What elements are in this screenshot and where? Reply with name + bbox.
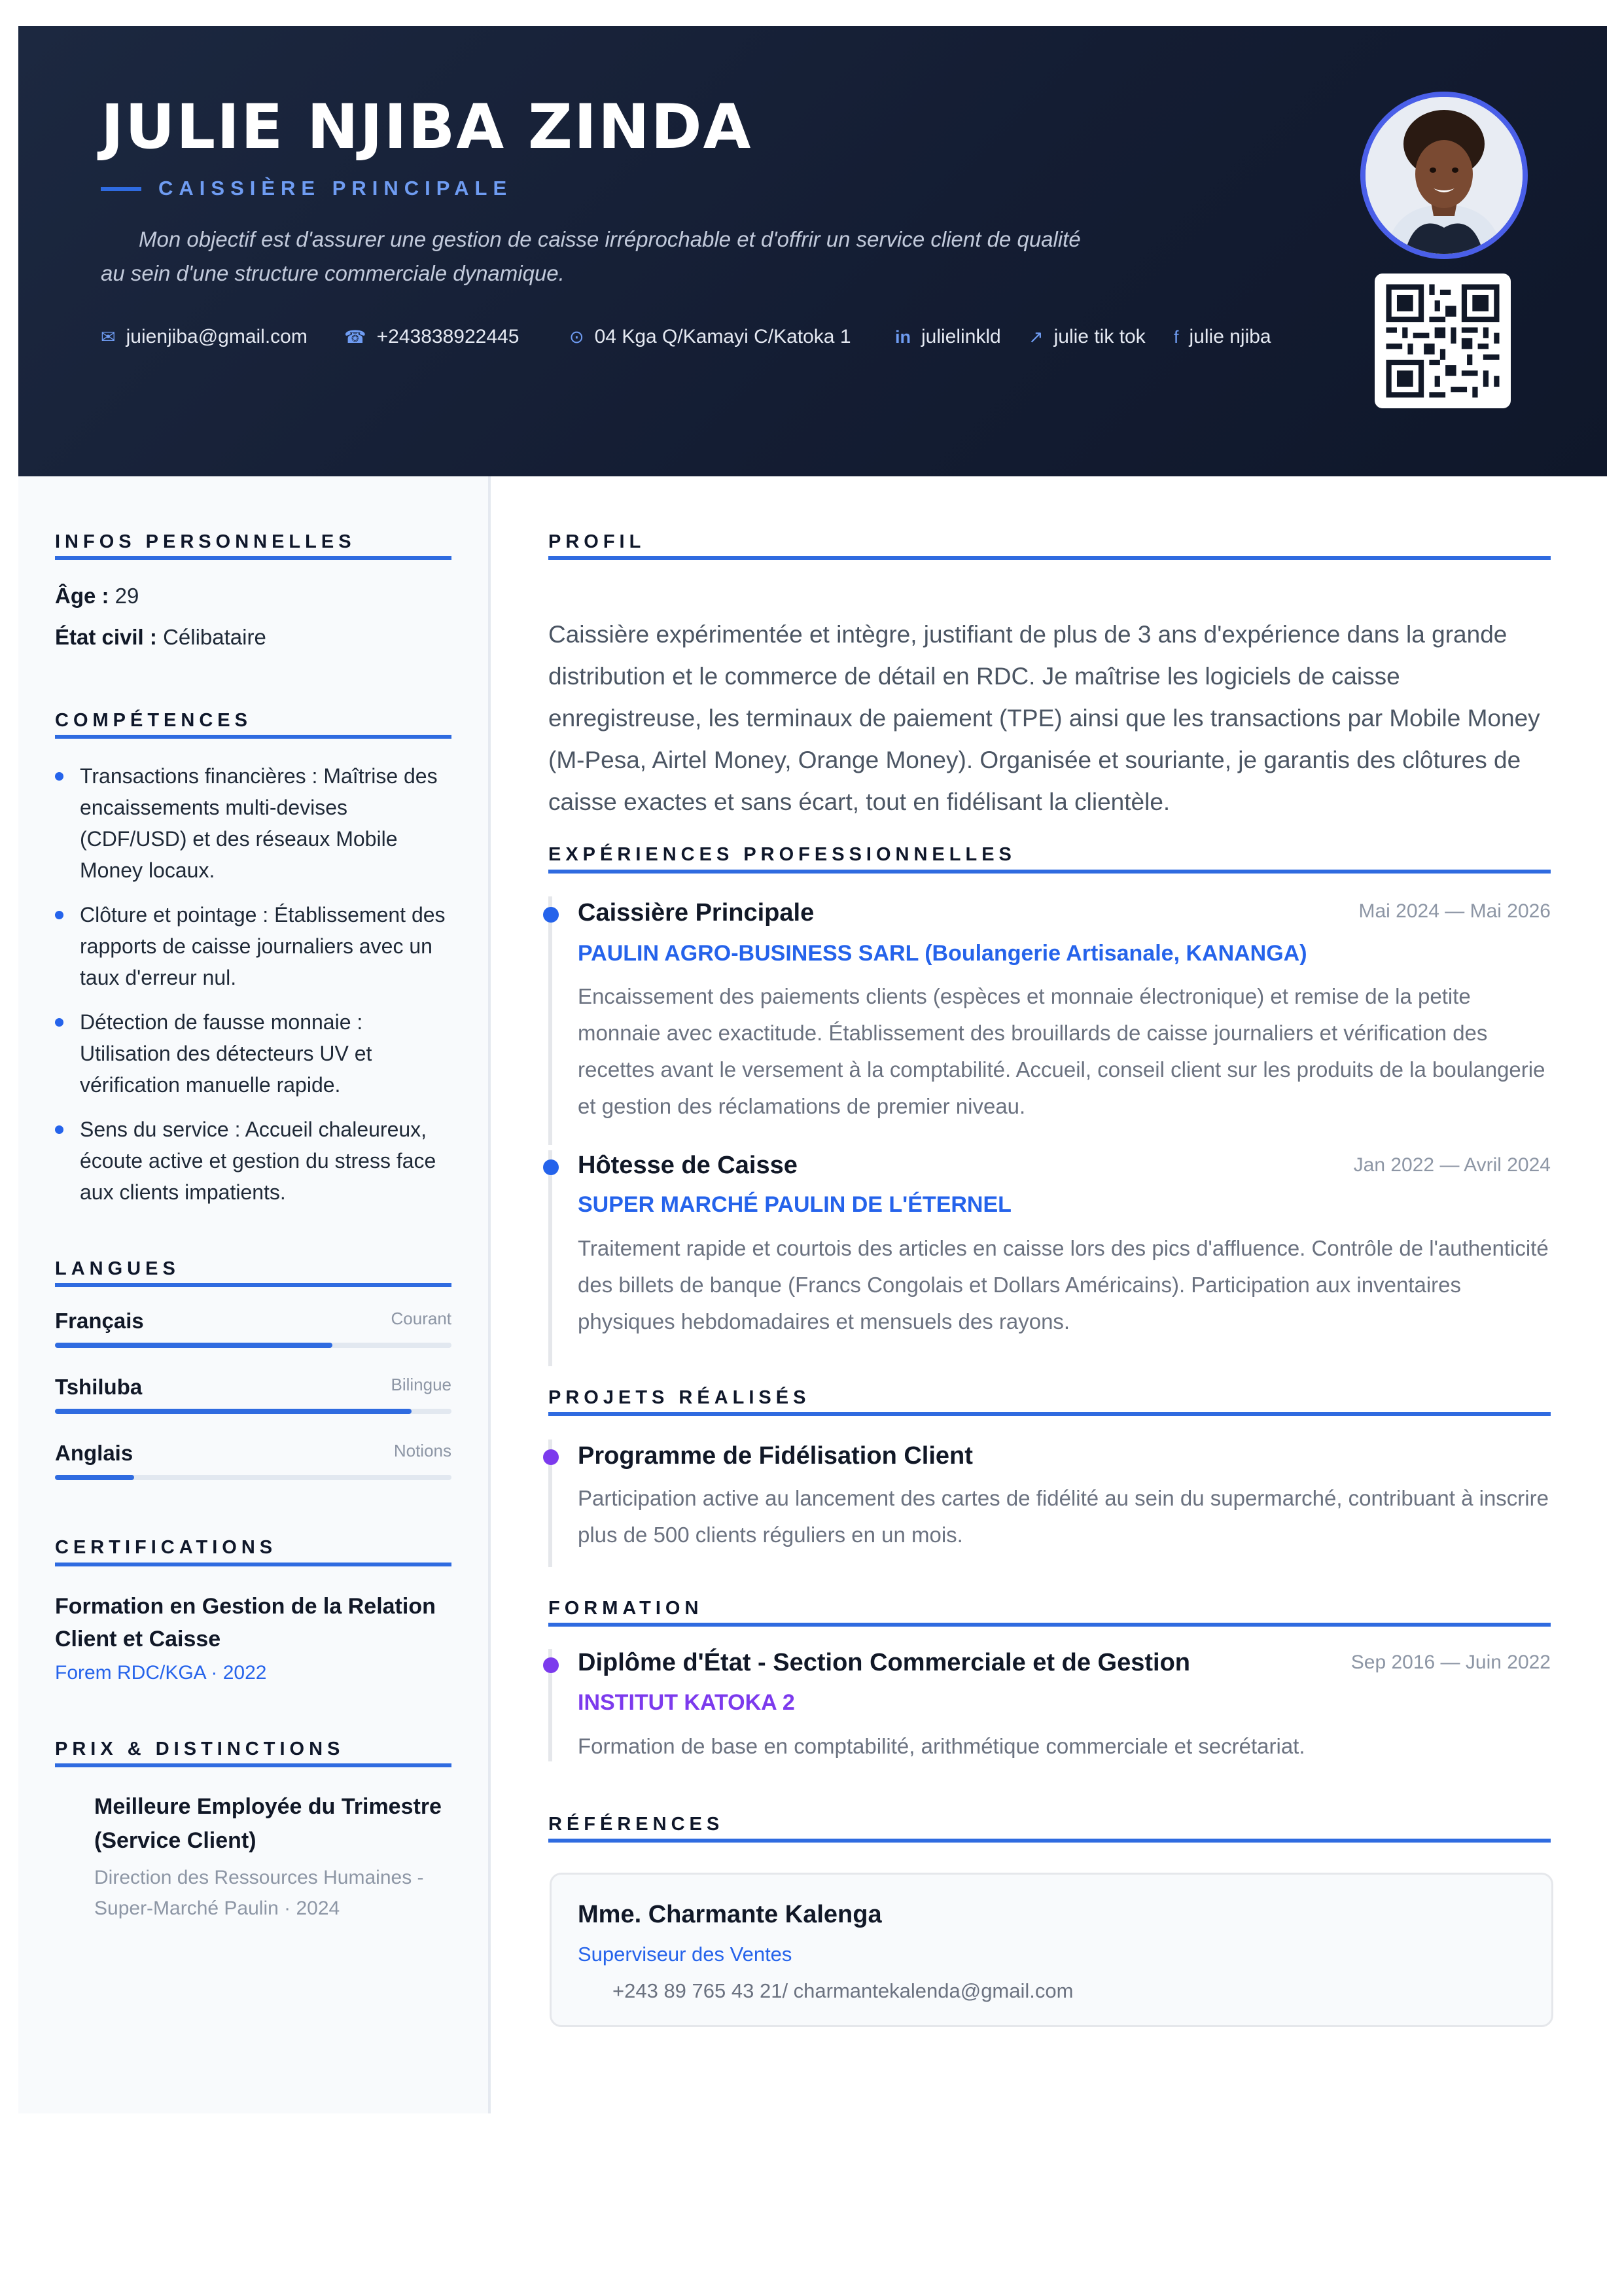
avatar-illustration [1366, 97, 1523, 254]
section-rule [55, 1763, 451, 1767]
timeline-dot [543, 1159, 559, 1175]
location-icon: ⊙ [569, 327, 584, 347]
civil-status-value: Célibataire [163, 625, 266, 649]
timeline-line [548, 1150, 552, 1366]
skill-item: Sens du service : Accueil chaleureux, écoute active et gestion du stress face aux clients impatients. [55, 1114, 448, 1208]
job-title: Caissière Principale [578, 899, 815, 927]
skill-item: Détection de fausse monnaie : Utilisation des détecteurs UV et vérification manuelle rapide. [55, 1006, 448, 1101]
career-objective: Mon objectif est d'assurer une gestion de caisse irréprochable et d'offrir un service client de qualité au sein d'une structure commerciale dynamique. [101, 227, 1081, 285]
language-item-english [55, 1441, 451, 1480]
role-accent-line [101, 187, 141, 191]
language-name: Français [55, 1309, 144, 1333]
job-dates: Jan 2022 — Avril 2024 [1353, 1154, 1551, 1176]
section-rule [548, 556, 1551, 560]
contact-bar [101, 326, 1344, 359]
job-dates: Mai 2024 — Mai 2026 [1358, 900, 1551, 922]
civil-status-row [55, 625, 266, 650]
contact-email[interactable] [101, 326, 308, 348]
facebook-text: julie njiba [1189, 326, 1271, 347]
candidate-role: CAISSIÈRE PRINCIPALE [158, 177, 513, 200]
language-bar-track [55, 1409, 451, 1414]
contact-tiktok[interactable] [1029, 326, 1146, 348]
reference-role: Superviseur des Ventes [578, 1943, 792, 1966]
section-rule [548, 1839, 1551, 1843]
contact-facebook[interactable] [1174, 326, 1271, 348]
section-title-experience: EXPÉRIENCES PROFESSIONNELLES [548, 844, 1016, 865]
phone-icon: ☎ [344, 327, 366, 347]
school-name: INSTITUT KATOKA 2 [578, 1690, 795, 1715]
language-bar-fill [55, 1343, 332, 1348]
contact-phone[interactable] [344, 326, 519, 348]
contact-address [569, 326, 851, 348]
reference-card [550, 1873, 1553, 2027]
language-bar-fill [55, 1475, 134, 1480]
language-level: Notions [393, 1441, 451, 1460]
job-employer: SUPER MARCHÉ PAULIN DE L'ÉTERNEL [578, 1192, 1012, 1217]
tiktok-text: julie tik tok [1053, 326, 1146, 347]
section-rule [55, 735, 451, 739]
profile-photo [1360, 92, 1528, 259]
job-description: Encaissement des paiements clients (espèces et monnaie électronique) et remise de la petite monnaie avec exactitude. Établissement des brouillards de caisse journaliers et vérification des recettes avant le versement à la comptabilité. Accueil, conseil client sur les produits de la boulangerie et gestion des réclamations de premier niveau. [578, 984, 1545, 1118]
contact-linkedin[interactable] [895, 326, 1001, 348]
section-rule [548, 1412, 1551, 1416]
skill-item: Clôture et pointage : Établissement des rapports de caisse journaliers avec un taux d'erreur nul. [55, 899, 448, 993]
linkedin-text: julielinkld [921, 326, 1001, 347]
award-issuer: Direction des Ressources Humaines - Super-Marché Paulin · 2024 [94, 1867, 424, 1919]
address-text: 04 Kga Q/Kamayi C/Katoka 1 [594, 326, 851, 347]
timeline-dot [543, 1449, 559, 1465]
section-title-profile: PROFIL [548, 531, 646, 552]
project-title: Programme de Fidélisation Client [578, 1442, 973, 1470]
mail-icon: ✉ [101, 327, 116, 347]
candidate-name: JULIE NJIBA ZINDA [101, 92, 752, 163]
language-name: Anglais [55, 1441, 133, 1465]
section-title-certifications: CERTIFICATIONS [55, 1537, 277, 1558]
age-row [55, 584, 139, 609]
section-title-languages: LANGUES [55, 1258, 180, 1279]
degree-title: Diplôme d'État - Section Commerciale et de Gestion [578, 1649, 1191, 1676]
age-value: 29 [115, 584, 139, 608]
section-title-projects: PROJETS RÉALISÉS [548, 1387, 811, 1408]
section-title-awards: PRIX & DISTINCTIONS [55, 1739, 345, 1759]
language-bar-track [55, 1343, 451, 1348]
profile-summary: Caissière expérimentée et intègre, justifiant de plus de 3 ans d'expérience dans la grande distribution et le commerce de détail en RDC. Je maîtrise les logiciels de caisse enregistreuse, les terminaux de paiement (TPE) ainsi que les transactions par Mobile Money (M-Pesa, Airtel Money, Orange Money). Organisée et souriante, je garantis des clôtures de caisse exactes et sans écart, tout en fidélisant la clientèle. [548, 621, 1540, 815]
resume-page [18, 26, 1607, 2113]
section-title-education: FORMATION [548, 1598, 703, 1619]
civil-status-label: État civil : [55, 625, 157, 649]
linkedin-icon: in [895, 327, 911, 347]
job-title: Hôtesse de Caisse [578, 1152, 798, 1179]
language-level: Bilingue [391, 1375, 451, 1394]
section-rule [548, 870, 1551, 874]
skill-item: Transactions financières : Maîtrise des encaissements multi-devises (CDF/USD) et des réseaux Mobile Money locaux. [55, 760, 448, 886]
section-title-personal: INFOS PERSONNELLES [55, 531, 356, 552]
section-title-references: RÉFÉRENCES [548, 1814, 724, 1835]
qr-code[interactable] [1375, 274, 1511, 408]
project-description: Participation active au lancement des cartes de fidélité au sein du supermarché, contribuant à inscrire plus de 500 clients réguliers en un mois. [578, 1486, 1549, 1547]
certification-issuer: Forem RDC/KGA · 2022 [55, 1662, 267, 1684]
phone-text: +243838922445 [376, 326, 520, 347]
resume-header [18, 26, 1607, 476]
degree-description: Formation de base en comptabilité, arithmétique commerciale et secrétariat. [578, 1734, 1305, 1758]
reference-contact: +243 89 765 43 21/ charmantekalenda@gmail.com [612, 1979, 1074, 2002]
tiktok-icon: ↗ [1029, 327, 1044, 347]
section-rule [55, 1283, 451, 1287]
reference-name: Mme. Charmante Kalenga [578, 1901, 882, 1928]
language-bar-track [55, 1475, 451, 1480]
section-rule [548, 1623, 1551, 1627]
facebook-icon: f [1174, 327, 1179, 347]
qr-code-pattern [1375, 274, 1511, 408]
section-title-skills: COMPÉTENCES [55, 710, 252, 731]
job-description: Traitement rapide et courtois des articles en caisse lors des pics d'affluence. Contrôle de l'authenticité des billets de banque (Francs Congolais et Dollars Américains). Participation aux inventaires physiques hebdomadaires et mensuels des rayons. [578, 1236, 1549, 1333]
language-item-french [55, 1309, 451, 1348]
language-name: Tshiluba [55, 1375, 143, 1399]
language-bar-fill [55, 1409, 412, 1414]
timeline-dot [543, 1657, 559, 1673]
timeline-dot [543, 907, 559, 923]
language-item-tshiluba [55, 1375, 451, 1414]
section-rule [55, 1563, 451, 1566]
age-label: Âge : [55, 584, 109, 608]
language-level: Courant [391, 1309, 451, 1328]
degree-dates: Sep 2016 — Juin 2022 [1350, 1651, 1551, 1673]
section-rule [55, 556, 451, 560]
skills-list [55, 760, 448, 1221]
timeline-line [548, 896, 552, 1145]
job-employer: PAULIN AGRO-BUSINESS SARL (Boulangerie Artisanale, KANANGA) [578, 941, 1307, 966]
email-text: juienjiba@gmail.com [126, 326, 308, 347]
certification-name: Formation en Gestion de la Relation Client et Caisse [55, 1594, 436, 1651]
award-name: Meilleure Employée du Trimestre (Service Client) [94, 1794, 442, 1853]
